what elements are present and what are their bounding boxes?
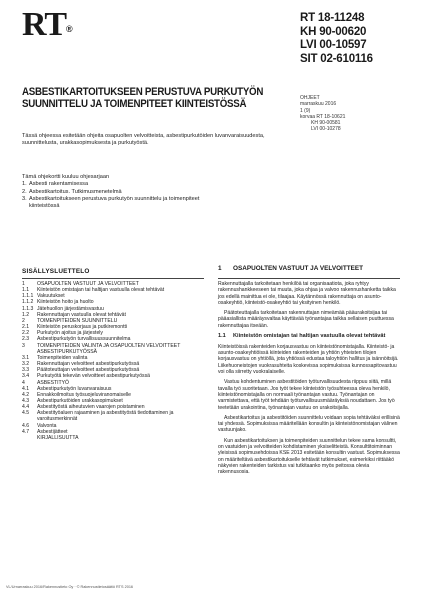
related-item: 2. Asbestikartoitus. Tutkimusmenetelmä	[22, 188, 122, 195]
related-series	[22, 174, 222, 210]
toc-item[interactable]: 1.1.3 Jätehuollon järjestämisvastuu	[22, 305, 104, 312]
toc-item[interactable]: 2.2 Purkutyön ajoitus ja järjestely	[22, 330, 103, 337]
toc-item[interactable]: 3 TOIMENPITEIDEN VALINTA JA OSAPUOLTEN VELVOITTEET ASBESTIPURKUTYÖSSÄ	[22, 342, 181, 355]
document-meta	[300, 95, 345, 133]
meta-pages: 1 (9)	[300, 107, 311, 114]
toc-item[interactable]: 2.1 Kiinteistön peruskorjaus ja putkiremontti	[22, 324, 128, 331]
intro-paragraph: Tässä ohjeessa esitetään ohjeita osapuolten velvoitteista, asbestipurkutöiden luvanvaraisuudesta, suunnittelusta, urakkasopimuksesta ja purkutyöstä.	[22, 133, 265, 147]
toc-item[interactable]: 3.2 Rakennuttajan velvoitteet asbestipurkutyössä	[22, 361, 140, 368]
body-paragraph: Kun asbestikartoituksen ja toimenpiteiden suunnittelun tekee sama konsultti, on vastuiden ja velvoitteiden kohdistaminen yksiselitteistä. Konsulttitoiminnan yleisissä sopimusehdoissa KSE 2013 esitetään konsultin vastuut. Sopimuksessa on määriteltävä asbestikartoitukselle tehtävät tutkimukset, esimerkiksi riittääkö näkyvien rakenteiden tarkistus vai tutkitaanko myös peitossa olevia rakennusosia.	[218, 437, 400, 476]
toc-item[interactable]: 4.4 Asbestityöstä aiheutuvien vaarojen poistaminen	[22, 404, 145, 411]
body-paragraph: Vastuu kohdentuminen asbestitöiden työturvallisuudesta riippuu siitä, millä tavalla työ suoritetaan. Jos työt tekee kiinteistön työsuhteessa oleva henkilö, kiinteistönomistajalla on normaali työnantajan vastuu. Työnantajan on varmistettava, että työt tehdään työturvallisuusmääräyksiä noudattaen. Jos työ teetetään urakointina, työnantajan vastuu on urakoitsijalla.	[218, 379, 395, 411]
toc-item[interactable]: 3.1 Toimenpiteiden valinta	[22, 354, 88, 361]
toc-item[interactable]: 4.1 Asbestipurkutyön luvanvaraisuus	[22, 385, 112, 392]
toc-item[interactable]: 2.3 Asbestipurkutyön turvallisuussuunnitelma	[22, 336, 131, 343]
body-paragraph: Asbestikartoitus ja asbestitöiden suunnittelu voidaan sopia tehtäväksi erillisinä tai yhdessä. Sopimuksissa määritellään konsultin ja kiinteistönomistajan välinen vastuunjako.	[218, 414, 400, 434]
toc-item[interactable]: 4 ASBESTITYÖ	[22, 379, 69, 386]
meta-type: OHJEET	[300, 95, 320, 101]
toc-item[interactable]: 4.5 Asbestityöaluen rajaaminen ja asbestityöstä tiedottaminen ja varoitusmerkinnät	[22, 410, 174, 423]
toc-item[interactable]: 4.7 Asbestijätteet	[22, 428, 68, 435]
meta-date: marraskuu 2016	[300, 101, 337, 108]
code-sit: SIT 02-610116	[300, 52, 373, 65]
document-title: ASBESTIKARTOITUKSEEN PERUSTUVA PURKUTYÖN SUUNNITTELU JA TOIMENPITEET KIINTEISTÖSSÄ	[22, 86, 264, 110]
toc-item[interactable]: 4.6 Valvonta	[22, 422, 57, 429]
toc-item[interactable]: 4.2 Ennakkoilmoitus työsuojeluviranomaiselle	[22, 391, 131, 398]
divider	[22, 278, 204, 279]
body-paragraph: Rakennuttajalla tarkoitetaan henkilöä tai organisaatiota, joka ryhtyy rakennushankkeeseen tai muuta, joka ohjaa ja valvoo rakennushanketta taikka jos edellä mainittua ei ole, tilaajaa. Käytännössä rakennuttaja on asunto-osakeyhtiö, kiinteistö-osakeyhtiö tai yksityinen henkilö.	[218, 281, 396, 306]
section-body	[218, 281, 400, 480]
toc-item[interactable]: 4.3 Asbestipurkutöiden urakkasopimukset	[22, 397, 123, 404]
toc-title: SISÄLLYSLUETTELO	[22, 268, 90, 275]
subsection-heading: 1.1 Kiinteistön omistajan tai haltijan vastuulla olevat tehtävät	[218, 333, 386, 340]
divider	[218, 278, 400, 279]
toc-item[interactable]: 3.4 Purkutyötä tekevän velvoitteet asbestipurkutyössä	[22, 373, 150, 380]
section-heading: 1 OSAPUOLTEN VASTUUT JA VELVOITTEET	[218, 265, 364, 272]
related-heading: Tämä ohjekortti kuuluu ohjesarjaan	[22, 174, 110, 180]
toc-item[interactable]: KIRJALLISUUTTA	[37, 434, 79, 441]
body-paragraph: Kiinteistöissä rakenteiden korjausvastuu on kiinteistönomistajalla. Kiinteistö- ja asunto-osakeyhtiöissä kiinteiden rakenteiden ja yhtiön yhteisten tilojen korjausvastuu on yhtiöllä, jota yhtiössä edustaa taloyhtiön hallitus ja isännöitsijä. Liikehuoneistojen vuokrasuhteita koskevissa sopimuksissa kunnossapitovastuu voi olla siirretty vuokralaiselle.	[218, 343, 399, 376]
code-rt: RT 18-11248	[300, 12, 365, 24]
toc-item[interactable]: 2 TOIMENPITEIDEN SUUNNITTELU	[22, 317, 118, 324]
code-lvi: LVI 00-10597	[300, 39, 367, 51]
toc-item[interactable]: 1.2 Rakennuttajan vastuulla olevat tehtävät	[22, 311, 126, 318]
rt-logo: RT®	[22, 6, 72, 43]
meta-replaces: korvaa RT 18-10621	[300, 113, 346, 120]
page-footer: VL/Urnarraskuu 2016/Rakennustieto Oy · © Rakennustietosäätiö RTS 2016	[6, 585, 134, 589]
table-of-contents	[22, 281, 207, 441]
meta-replaces-lvi: LVI 00-10278	[311, 126, 341, 133]
toc-item[interactable]: 1.1 Kiinteistön omistajan tai haltijan vastuulla olevat tehtävät	[22, 287, 165, 294]
related-item: 3. Asbestikartoitukseen perustuva purkutyön suunnittelu ja toimenpiteet kiinteistössä	[22, 195, 200, 210]
toc-item[interactable]: 3.3 Päätoteuttajan velvoitteet asbestipurkutyössä	[22, 367, 140, 374]
toc-item[interactable]: 1.1.1 Vakuutukset	[22, 293, 65, 300]
related-item: 1. Asbesti rakentamisessa	[22, 181, 89, 188]
code-kh: KH 90-00620	[300, 25, 367, 38]
toc-item[interactable]: 1.1.2 Kiinteistön hoito ja huolto	[22, 299, 94, 306]
body-paragraph: Päätoteuttajalla tarkoitetaan rakennuttajan nimeämää pääurakoitsijaa tai pääasiallista määräysvaltaa käyttävää työnantajaa taikka sellaisen puuttuessa rakennuttajaa itseään.	[218, 310, 394, 329]
meta-replaces-kh: KH 90-00581	[311, 120, 341, 127]
document-codes	[300, 12, 373, 66]
toc-item[interactable]: 1 OSAPUOLTEN VASTUUT JA VELVOITTEET	[22, 281, 139, 287]
